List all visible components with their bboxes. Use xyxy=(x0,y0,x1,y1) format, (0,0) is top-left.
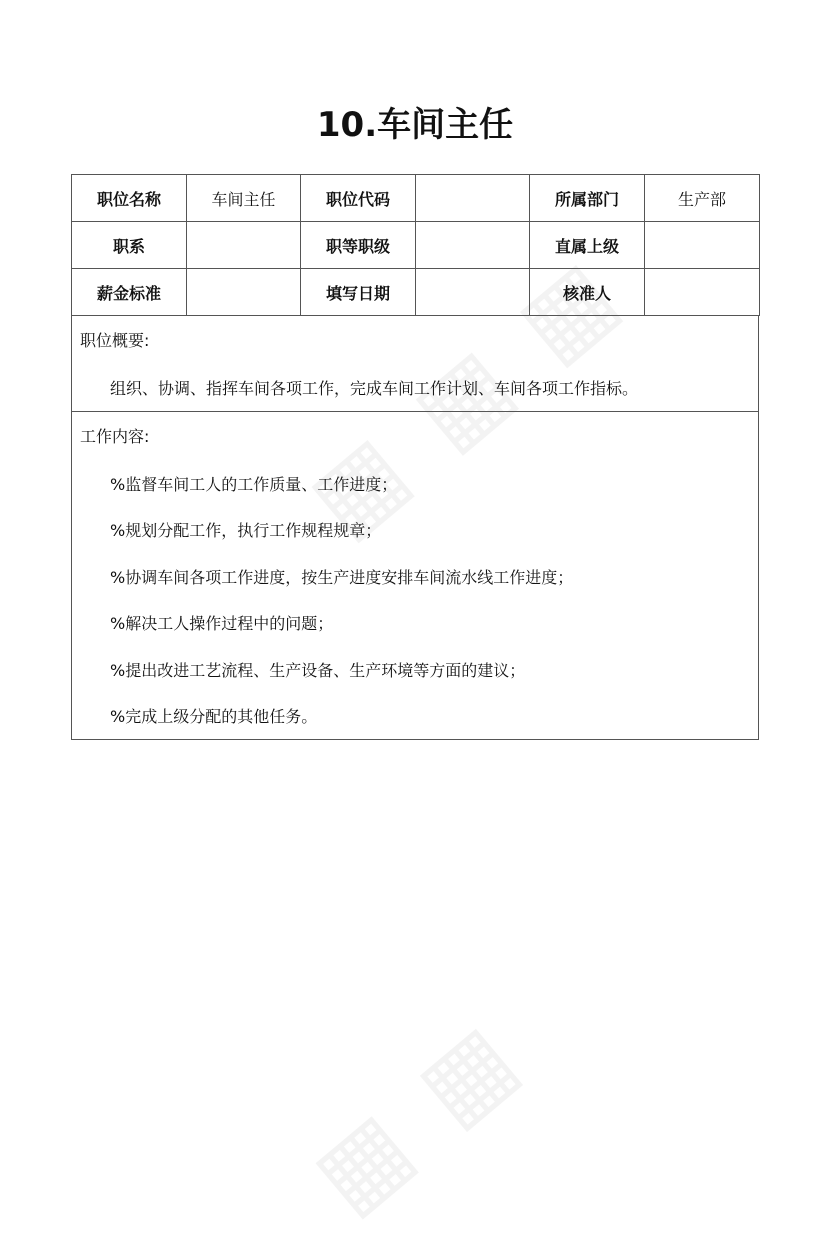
list-item: %监督车间工人的工作质量、工作进度； xyxy=(110,475,398,494)
job-grade-value xyxy=(416,222,530,269)
position-name-value: 车间主任 xyxy=(187,175,301,222)
list-item: %完成上级分配的其他任务。 xyxy=(110,706,318,726)
job-summary-text: 组织、协调、指挥车间各项工作，完成车间工作计划、车间各项工作指标。 xyxy=(110,379,639,398)
job-family-value xyxy=(187,222,301,269)
job-grade-label: 职等职级 xyxy=(301,222,416,269)
department-label: 所属部门 xyxy=(530,175,645,222)
duty-list xyxy=(110,474,573,752)
salary-standard-value xyxy=(187,269,301,316)
direct-supervisor-label: 直属上级 xyxy=(530,222,645,269)
position-code-value xyxy=(416,175,530,222)
table-row xyxy=(72,269,760,316)
job-info-table xyxy=(71,174,760,316)
list-item: %规划分配工作，执行工作规程规章； xyxy=(110,521,382,541)
list-item: %提出改进工艺流程、生产设备、生产环境等方面的建议； xyxy=(110,660,526,680)
job-summary-label: 职位概要: xyxy=(80,331,150,350)
table-row xyxy=(72,175,760,222)
direct-supervisor-value xyxy=(645,222,760,269)
department-value: 生产部 xyxy=(645,175,760,222)
watermark xyxy=(291,998,541,1233)
job-duties-label: 工作内容: xyxy=(80,427,150,446)
fill-date-label: 填写日期 xyxy=(301,269,416,316)
job-summary-section xyxy=(71,316,759,412)
job-family-label: 职系 xyxy=(72,222,187,269)
table-row xyxy=(72,222,760,269)
approver-value xyxy=(645,269,760,316)
page-title: 10.车间主任 xyxy=(316,105,514,145)
salary-standard-label: 薪金标准 xyxy=(72,269,187,316)
approver-label: 核准人 xyxy=(530,269,645,316)
position-code-label: 职位代码 xyxy=(301,175,416,222)
job-duties-section xyxy=(71,412,759,740)
position-name-label: 职位名称 xyxy=(72,175,187,222)
list-item: %解决工人操作过程中的问题； xyxy=(110,614,334,634)
fill-date-value xyxy=(416,269,530,316)
list-item: %协调车间各项工作进度，按生产进度安排车间流水线工作进度； xyxy=(110,567,574,587)
